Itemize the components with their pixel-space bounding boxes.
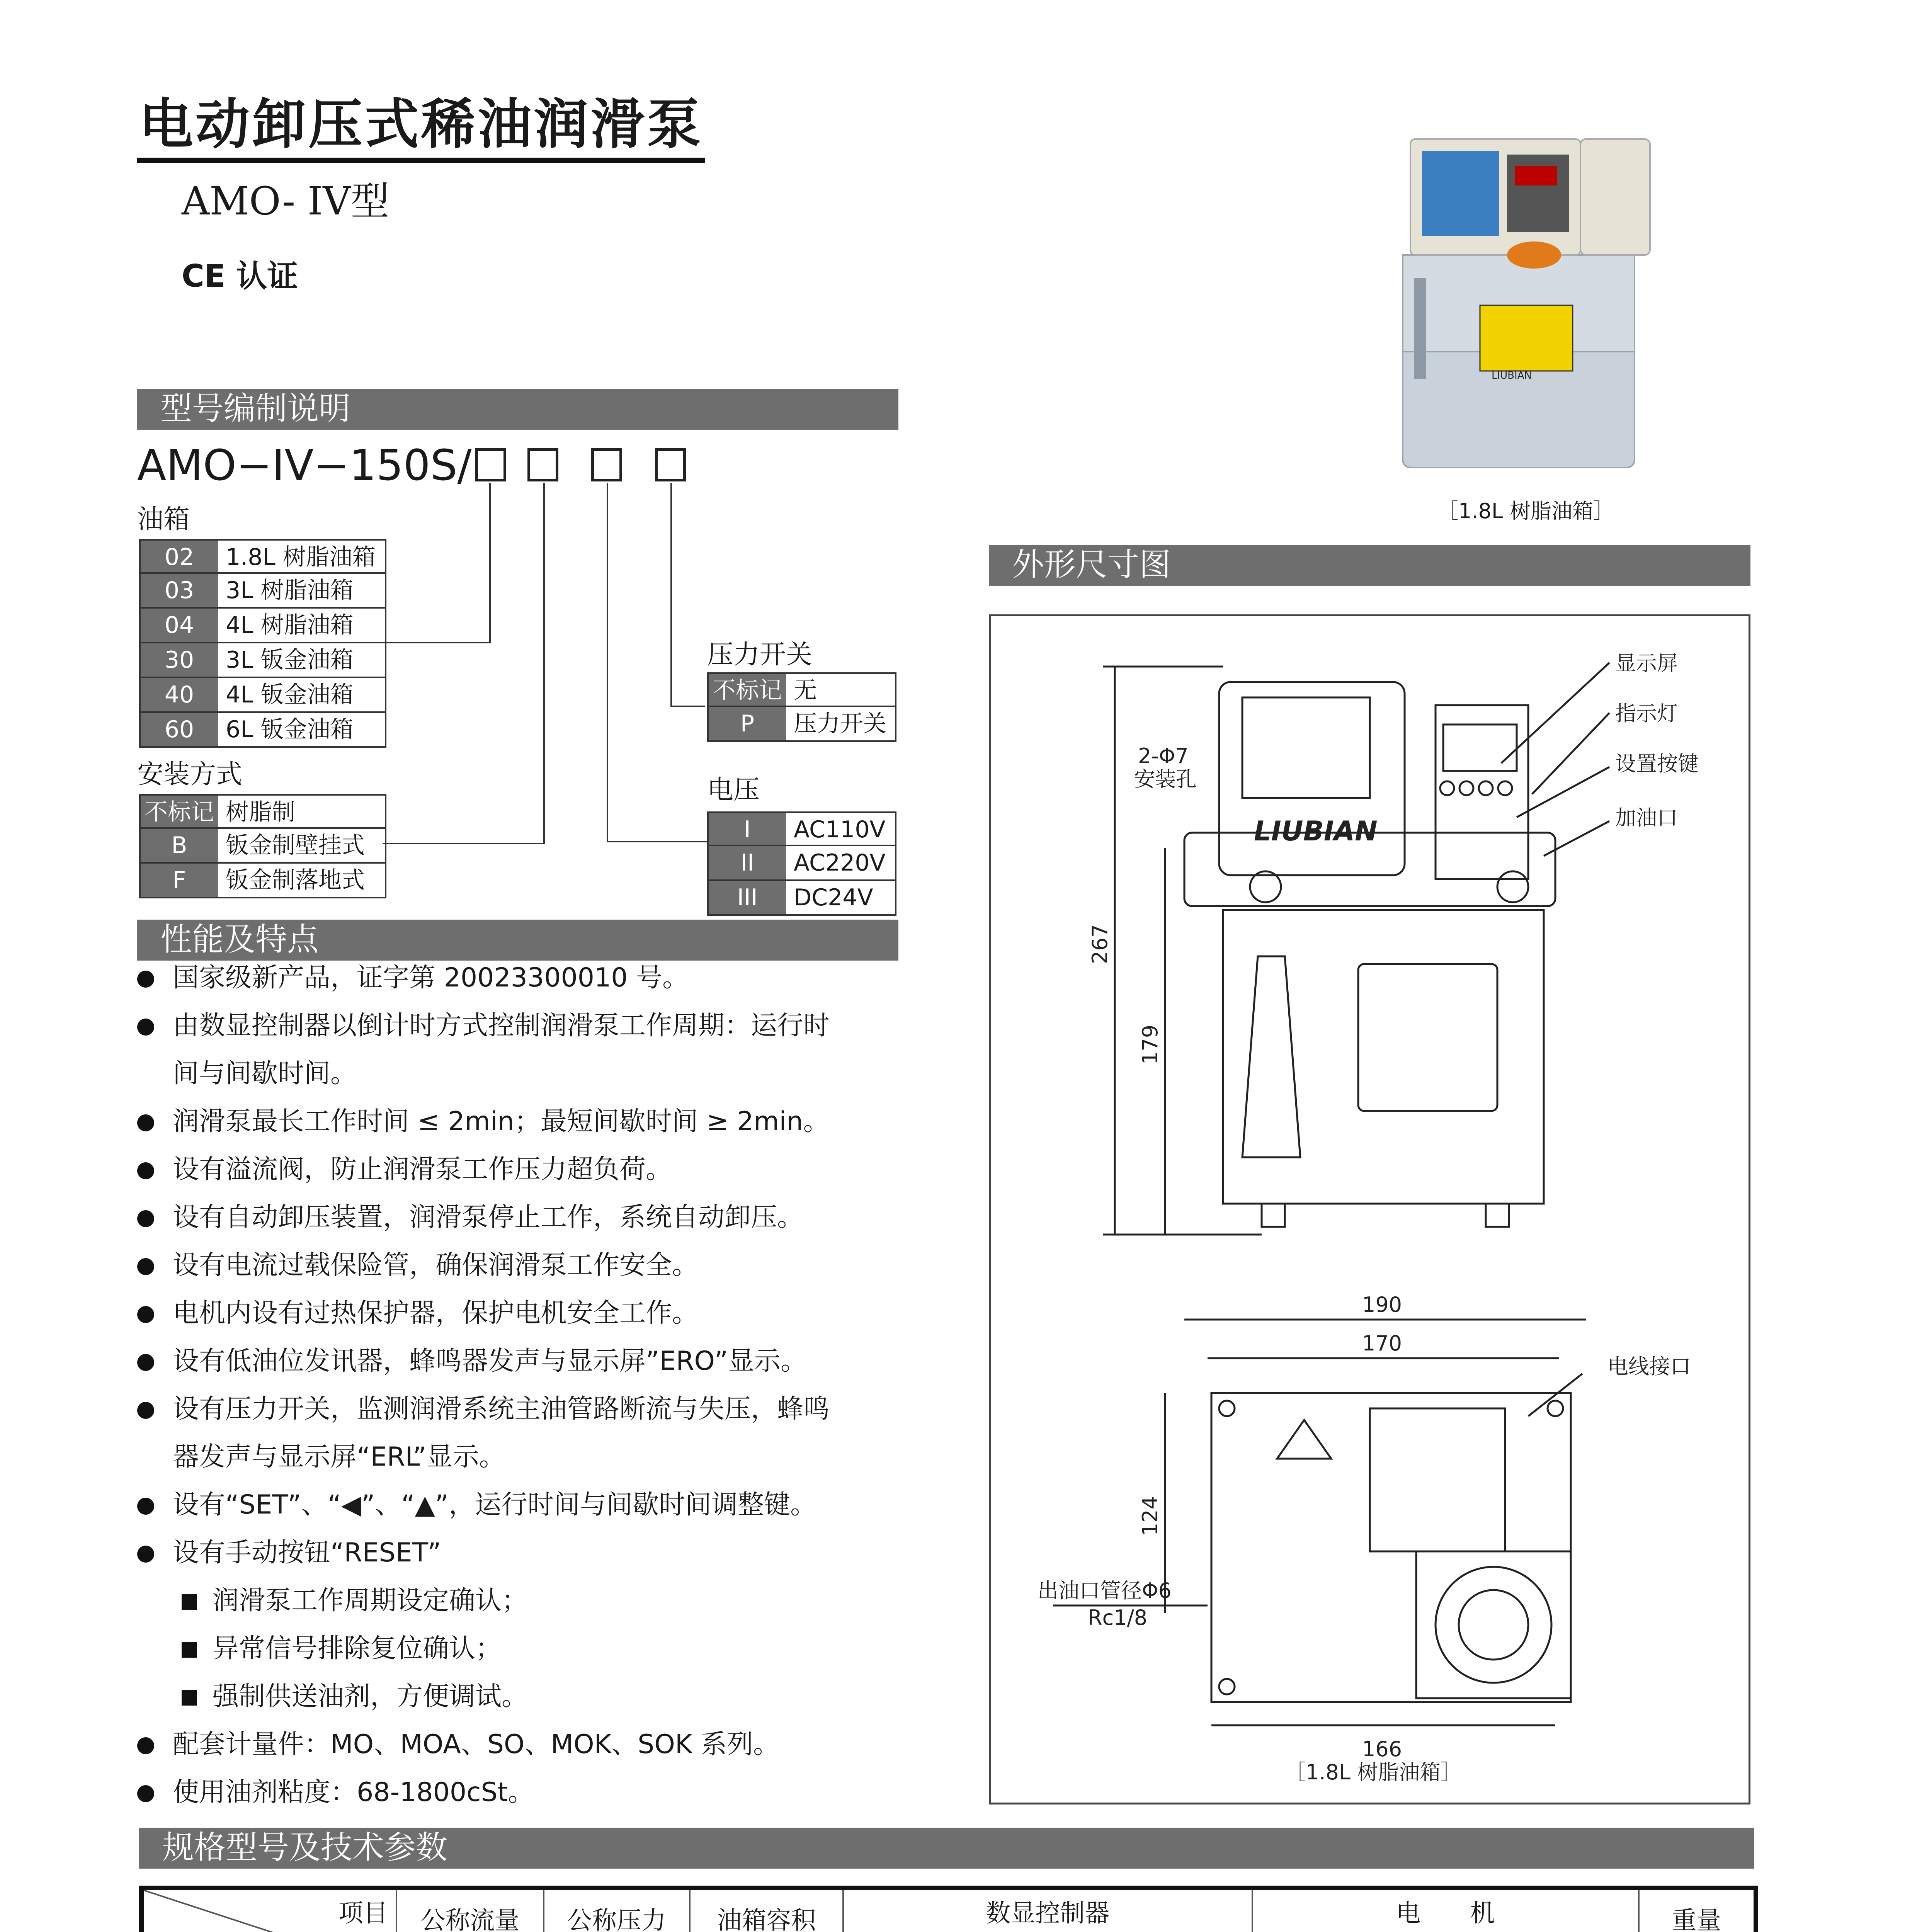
- tank-table: [139, 539, 386, 748]
- tank-row: [139, 539, 386, 574]
- tank-row: [139, 678, 386, 713]
- voltage-desc: DC24V: [794, 884, 873, 911]
- feature-item: 设有低油位发讯器，蜂鸣器发声与显示屏”ERO”显示。: [137, 1345, 807, 1377]
- header-controller: 数显控制器: [843, 1888, 1252, 1932]
- bullet-icon: [137, 1737, 154, 1754]
- tank-row: [139, 643, 386, 678]
- photo-brand: LIUBIAN: [1492, 370, 1532, 381]
- mount-hole-label: 安装孔: [1134, 767, 1197, 791]
- tank-desc: 3L 树脂油箱: [226, 577, 354, 604]
- callout-keys: 设置按键: [1615, 752, 1699, 776]
- section-spec: 规格型号及技术参数: [139, 1828, 1754, 1869]
- dimension-drawing: [991, 616, 1749, 1803]
- header-volume: 油箱容积: [690, 1888, 843, 1932]
- callout-filler: 加油口: [1615, 806, 1678, 830]
- connector-pressure: [670, 483, 705, 707]
- model-type: AMO- IV型: [182, 179, 390, 224]
- pressure-switch-row: [707, 707, 896, 742]
- mounting-code: 不标记: [141, 796, 218, 827]
- pressure-switch-table: [707, 672, 896, 742]
- feature-item: 设有“SET”、“◀”、“▲”，运行时间与间歇时间调整键。: [137, 1489, 816, 1521]
- header-flow: 公称流量: [396, 1888, 544, 1932]
- code-prefix: AMO−IV−150S/: [137, 440, 472, 490]
- product-photo: [1387, 124, 1658, 479]
- photo-caption: ［1.8L 树脂油箱］: [1437, 499, 1614, 523]
- voltage-table: [707, 811, 896, 916]
- page-title: 电动卸压式稀油润滑泵: [139, 93, 704, 156]
- feature-item: 电机内设有过热保护器，保护电机安全工作。: [137, 1298, 698, 1329]
- feature-item: 使用油剂粘度：68-1800cSt。: [137, 1777, 534, 1808]
- code-box-mount: [527, 448, 558, 481]
- bullet-icon: [137, 1402, 154, 1419]
- callout-display: 显示屏: [1615, 651, 1678, 675]
- tank-row: [139, 609, 386, 643]
- voltage-code: I: [709, 813, 786, 845]
- tank-desc: 6L 钣金油箱: [226, 716, 354, 743]
- tank-code: 60: [141, 713, 218, 746]
- code-box-voltage: [591, 448, 622, 481]
- certification: CE 认证: [182, 258, 298, 294]
- pressure-switch-code: 不标记: [709, 674, 786, 706]
- feature-item: 设有自动卸压装置，润滑泵停止工作，系统自动卸压。: [137, 1202, 803, 1233]
- feature-item: 设有电流过载保险管，确保润滑泵工作安全。: [137, 1250, 698, 1281]
- voltage-label: 电压: [707, 775, 760, 805]
- tank-desc: 4L 钣金油箱: [226, 681, 354, 708]
- callout-indicator: 指示灯: [1615, 701, 1678, 726]
- mounting-row: [139, 864, 386, 898]
- connector-mount: [383, 483, 545, 844]
- feature-item: 润滑泵最长工作时间 ≤ 2min；最短间歇时间 ≥ 2min。: [137, 1106, 829, 1138]
- bullet-icon: [137, 1498, 154, 1515]
- drawing-brand: LIUBIAN: [1254, 815, 1378, 847]
- tank-code: 02: [141, 541, 218, 572]
- bullet-icon: [137, 1210, 154, 1227]
- feature-item: 设有压力开关，监测润滑系统主油管路断流与失压，蜂鸣: [137, 1393, 830, 1425]
- feature-item: 强制供送油剂，方便调试。: [182, 1681, 528, 1713]
- pressure-switch-desc: 压力开关: [794, 710, 886, 737]
- bullet-icon: [137, 1162, 154, 1179]
- feature-item: 设有手动按钮“RESET”: [137, 1537, 441, 1569]
- outlet-size: 出油口管径Φ6: [1038, 1578, 1172, 1603]
- dimension-drawing-frame: [989, 614, 1750, 1804]
- tank-desc: 3L 钣金油箱: [226, 646, 354, 673]
- sub-bullet-icon: [182, 1690, 197, 1706]
- feature-item: 配套计量件：MO、MOA、SO、MOK、SOK 系列。: [137, 1729, 779, 1760]
- bullet-icon: [137, 971, 154, 988]
- mount-hole-size: 2-Φ7: [1138, 744, 1189, 768]
- voltage-code: II: [709, 846, 786, 879]
- dim-width-outer: 190: [1362, 1293, 1402, 1317]
- tank-row: [139, 713, 386, 748]
- feature-item: 器发声与显示屏“ERL”显示。: [173, 1442, 505, 1472]
- feature-item: 异常信号排除复位确认；: [182, 1633, 502, 1665]
- mounting-desc: 钣金制落地式: [226, 867, 365, 894]
- pressure-switch-code: P: [709, 707, 786, 740]
- spec-table: [139, 1886, 1758, 1932]
- bullet-icon: [137, 1258, 154, 1275]
- bullet-icon: [137, 1546, 154, 1563]
- mounting-code: B: [141, 829, 218, 862]
- tank-code: 04: [141, 609, 218, 642]
- callout-cable: 电线接口: [1607, 1354, 1691, 1379]
- section-features: 性能及特点: [137, 920, 898, 961]
- pressure-switch-label: 压力开关: [707, 639, 813, 670]
- code-box-pressure: [655, 448, 686, 481]
- dim-height-total: 267: [1088, 924, 1112, 964]
- mounting-row: [139, 829, 386, 864]
- drawing-caption: ［1.8L 树脂油箱］: [1285, 1760, 1462, 1784]
- voltage-row: [707, 811, 896, 846]
- dim-height-tank: 179: [1138, 1024, 1162, 1065]
- sub-bullet-icon: [182, 1594, 197, 1610]
- header-diagonal-cell: [141, 1888, 396, 1932]
- tank-desc: 4L 树脂油箱: [226, 612, 354, 639]
- voltage-row: [707, 846, 896, 881]
- tank-desc: 1.8L 树脂油箱: [226, 544, 376, 571]
- feature-item: 设有溢流阀，防止润滑泵工作压力超负荷。: [137, 1154, 672, 1185]
- voltage-row: [707, 881, 896, 916]
- voltage-desc: AC110V: [794, 816, 886, 843]
- header-pressure: 公称压力: [544, 1888, 690, 1932]
- tank-code: 30: [141, 643, 218, 677]
- section-model-code: 型号编制说明: [137, 389, 898, 430]
- mounting-label: 安装方式: [137, 759, 243, 790]
- feature-item: 国家级新产品，证字第 20023300010 号。: [137, 962, 689, 994]
- dim-width-base: 166: [1362, 1737, 1402, 1761]
- bullet-icon: [137, 1306, 154, 1323]
- feature-item: 润滑泵工作周期设定确认；: [182, 1585, 528, 1617]
- bullet-icon: [137, 1354, 154, 1371]
- mounting-desc: 树脂制: [226, 799, 295, 826]
- voltage-desc: AC220V: [794, 849, 886, 876]
- dim-depth: 124: [1138, 1496, 1162, 1536]
- bullet-icon: [137, 1019, 154, 1036]
- outlet-thread: Rc1/8: [1088, 1605, 1148, 1630]
- voltage-code: III: [709, 881, 786, 914]
- sub-bullet-icon: [182, 1642, 197, 1658]
- header-weight: 重量: [1639, 1888, 1756, 1932]
- mounting-code: F: [141, 864, 218, 897]
- mounting-row: [139, 794, 386, 829]
- feature-item: 由数显控制器以倒计时方式控制润滑泵工作周期：运行时: [137, 1010, 830, 1042]
- tank-row: [139, 574, 386, 609]
- dim-width-inner: 170: [1362, 1331, 1402, 1355]
- code-box-tank: [475, 448, 506, 481]
- pressure-switch-desc: 无: [794, 677, 817, 704]
- mounting-desc: 钣金制壁挂式: [226, 832, 365, 859]
- pressure-switch-row: [707, 672, 896, 707]
- tank-label: 油箱: [137, 504, 190, 535]
- header-item: 项目: [338, 1899, 388, 1928]
- title-rule: [137, 158, 705, 163]
- section-dimensions: 外形尺寸图: [989, 545, 1750, 586]
- bullet-icon: [137, 1114, 154, 1131]
- mounting-table: [139, 794, 386, 898]
- header-motor: 电 机: [1252, 1888, 1639, 1932]
- tank-code: 03: [141, 574, 218, 607]
- feature-item: 间与间歇时间。: [173, 1058, 357, 1089]
- bullet-icon: [137, 1785, 154, 1802]
- tank-code: 40: [141, 678, 218, 711]
